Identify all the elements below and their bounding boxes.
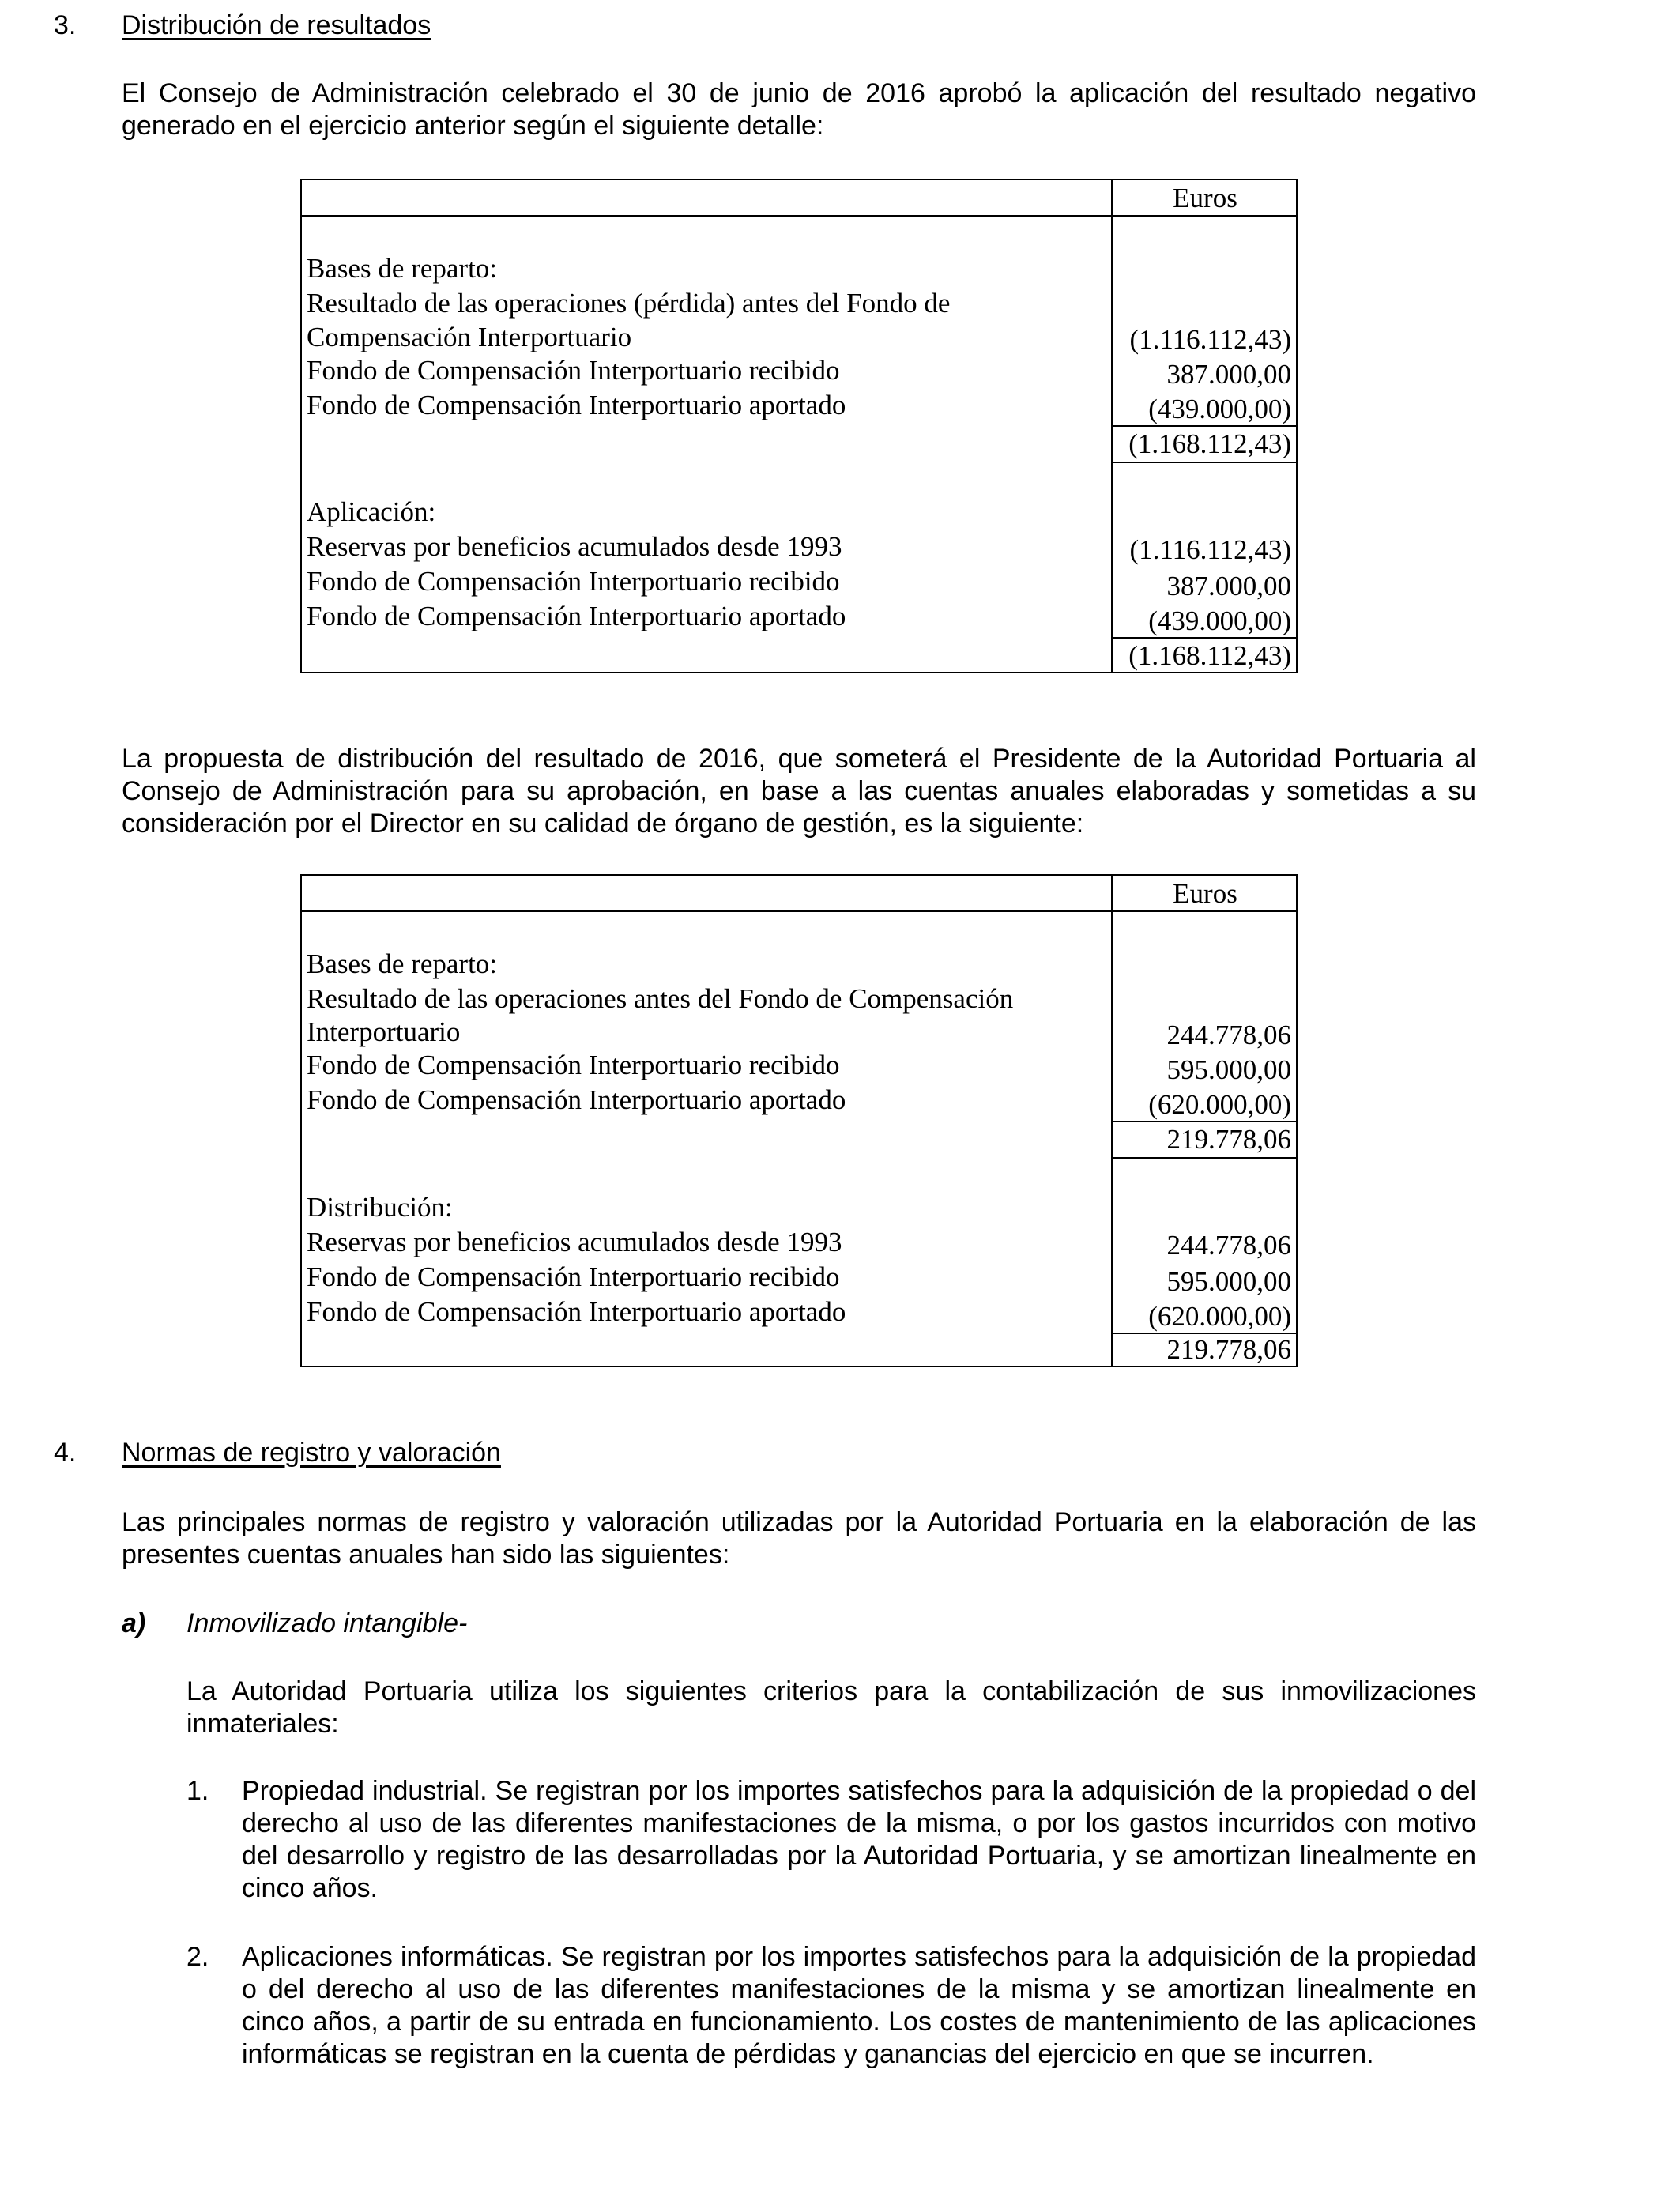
results-distribution-table xyxy=(300,874,1298,1367)
application-row-label: Fondo de Compensación Interportuario recibido xyxy=(307,566,840,597)
section-3-title: Distribución de resultados xyxy=(122,10,431,40)
distribution-row-label: Fondo de Compensación Interportuario recibido xyxy=(307,1261,840,1292)
application-row-value: (1.116.112,43) xyxy=(1129,534,1291,565)
section-4-title: Normas de registro y valoración xyxy=(122,1438,501,1468)
distribution-row-value: 595.000,00 xyxy=(1166,1266,1291,1297)
bases-row-label: Compensación Interportuario xyxy=(307,322,632,352)
results-application-table xyxy=(300,179,1298,673)
application-total: (1.168.112,43) xyxy=(1128,640,1291,671)
distribution-row-value: (620.000,00) xyxy=(1148,1301,1291,1332)
subtotal-line xyxy=(1111,462,1298,463)
euros-header: Euros xyxy=(1173,183,1237,213)
distribution-row-label: Reservas por beneficios acumulados desde 1993 xyxy=(307,1227,842,1257)
subsection-a-intro-text: La Autoridad Portuaria utiliza los siguientes criterios para la contabilización de sus inmovilizaciones inmateriales: xyxy=(186,1676,1476,1739)
section-4-intro xyxy=(122,1506,1476,1571)
bases-row-value: 244.778,06 xyxy=(1166,1020,1291,1050)
bases-row-value: (439.000,00) xyxy=(1148,394,1291,424)
list-item-number: 1. xyxy=(186,1776,209,1806)
bases-heading: Bases de reparto: xyxy=(307,253,498,284)
application-row-label: Fondo de Compensación Interportuario aportado xyxy=(307,601,846,631)
bases-row-label: Resultado de las operaciones antes del Fondo de Compensación xyxy=(307,983,1014,1014)
euros-header: Euros xyxy=(1173,878,1237,909)
bases-row-label: Fondo de Compensación Interportuario recibido xyxy=(307,355,840,386)
subsection-a-title: Inmovilizado intangible- xyxy=(186,1608,468,1638)
bases-total: (1.168.112,43) xyxy=(1128,428,1291,459)
list-item-number: 2. xyxy=(186,1942,209,1972)
distribution-proposal-text: La propuesta de distribución del resultado de 2016, que someterá el Presidente de la Autoridad Portuaria al Consejo de Administración para su aprobación, en base a las cuentas anuales elaboradas y sometidas a su consideración por el Director en su calidad de órgano de gestión, es la siguiente: xyxy=(122,744,1476,839)
section-3-intro xyxy=(122,77,1476,142)
bases-row-label: Fondo de Compensación Interportuario aportado xyxy=(307,1084,846,1115)
bases-row-value: 387.000,00 xyxy=(1166,359,1291,390)
distribution-proposal xyxy=(122,743,1476,840)
bases-row-label: Resultado de las operaciones (pérdida) antes del Fondo de xyxy=(307,288,951,319)
bases-heading: Bases de reparto: xyxy=(307,948,498,979)
list-item xyxy=(242,1775,1476,1905)
subtotal-line xyxy=(1111,1157,1298,1159)
application-row-value: 387.000,00 xyxy=(1166,571,1291,601)
subsection-a-letter: a) xyxy=(122,1608,146,1638)
section-3-number: 3. xyxy=(54,10,77,40)
distribution-heading: Distribución: xyxy=(307,1192,453,1223)
list-item-text: Aplicaciones informáticas. Se registran por los importes satisfechos para la adquisición de la propiedad o del derecho al uso de las diferentes manifestaciones de la misma y se amortizan linealmente en cinco años, a partir de su entrada en funcionamiento. Los costes de mantenimiento de las aplicaciones informáticas se registran en la cuenta de pérdidas y ganancias del ejercicio en que se incurren. xyxy=(242,1942,1476,2069)
list-item-text: Propiedad industrial. Se registran por los importes satisfechos para la adquisición de la propiedad o del derecho al uso de las diferentes manifestaciones de la misma, o por los gastos incurridos con motivo del desarrollo y registro de las desarrolladas por la Autoridad Portuaria, y se amortizan linealmente en cinco años. xyxy=(242,1776,1476,1903)
application-row-value: (439.000,00) xyxy=(1148,605,1291,636)
distribution-row-label: Fondo de Compensación Interportuario aportado xyxy=(307,1296,846,1327)
bases-row-value: (620.000,00) xyxy=(1148,1089,1291,1120)
bases-row-label: Interportuario xyxy=(307,1016,461,1047)
subsection-a-intro xyxy=(186,1676,1476,1740)
bases-row-label: Fondo de Compensación Interportuario aportado xyxy=(307,390,846,420)
distribution-total: 219.778,06 xyxy=(1166,1334,1291,1365)
bases-row-label: Fondo de Compensación Interportuario recibido xyxy=(307,1050,840,1080)
bases-row-value: (1.116.112,43) xyxy=(1129,324,1291,355)
section-3-intro-text: El Consejo de Administración celebrado el 30 de junio de 2016 aprobó la aplicación del resultado negativo generado en el ejercicio anterior según el siguiente detalle: xyxy=(122,78,1476,141)
bases-total: 219.778,06 xyxy=(1166,1124,1291,1155)
section-4-number: 4. xyxy=(54,1438,77,1468)
distribution-row-value: 244.778,06 xyxy=(1166,1230,1291,1261)
application-row-label: Reservas por beneficios acumulados desde 1993 xyxy=(307,531,842,562)
application-heading: Aplicación: xyxy=(307,496,436,527)
section-4-intro-text: Las principales normas de registro y valoración utilizadas por la Autoridad Portuaria en la elaboración de las presentes cuentas anuales han sido las siguientes: xyxy=(122,1507,1476,1570)
list-item xyxy=(242,1941,1476,2071)
bases-row-value: 595.000,00 xyxy=(1166,1054,1291,1085)
